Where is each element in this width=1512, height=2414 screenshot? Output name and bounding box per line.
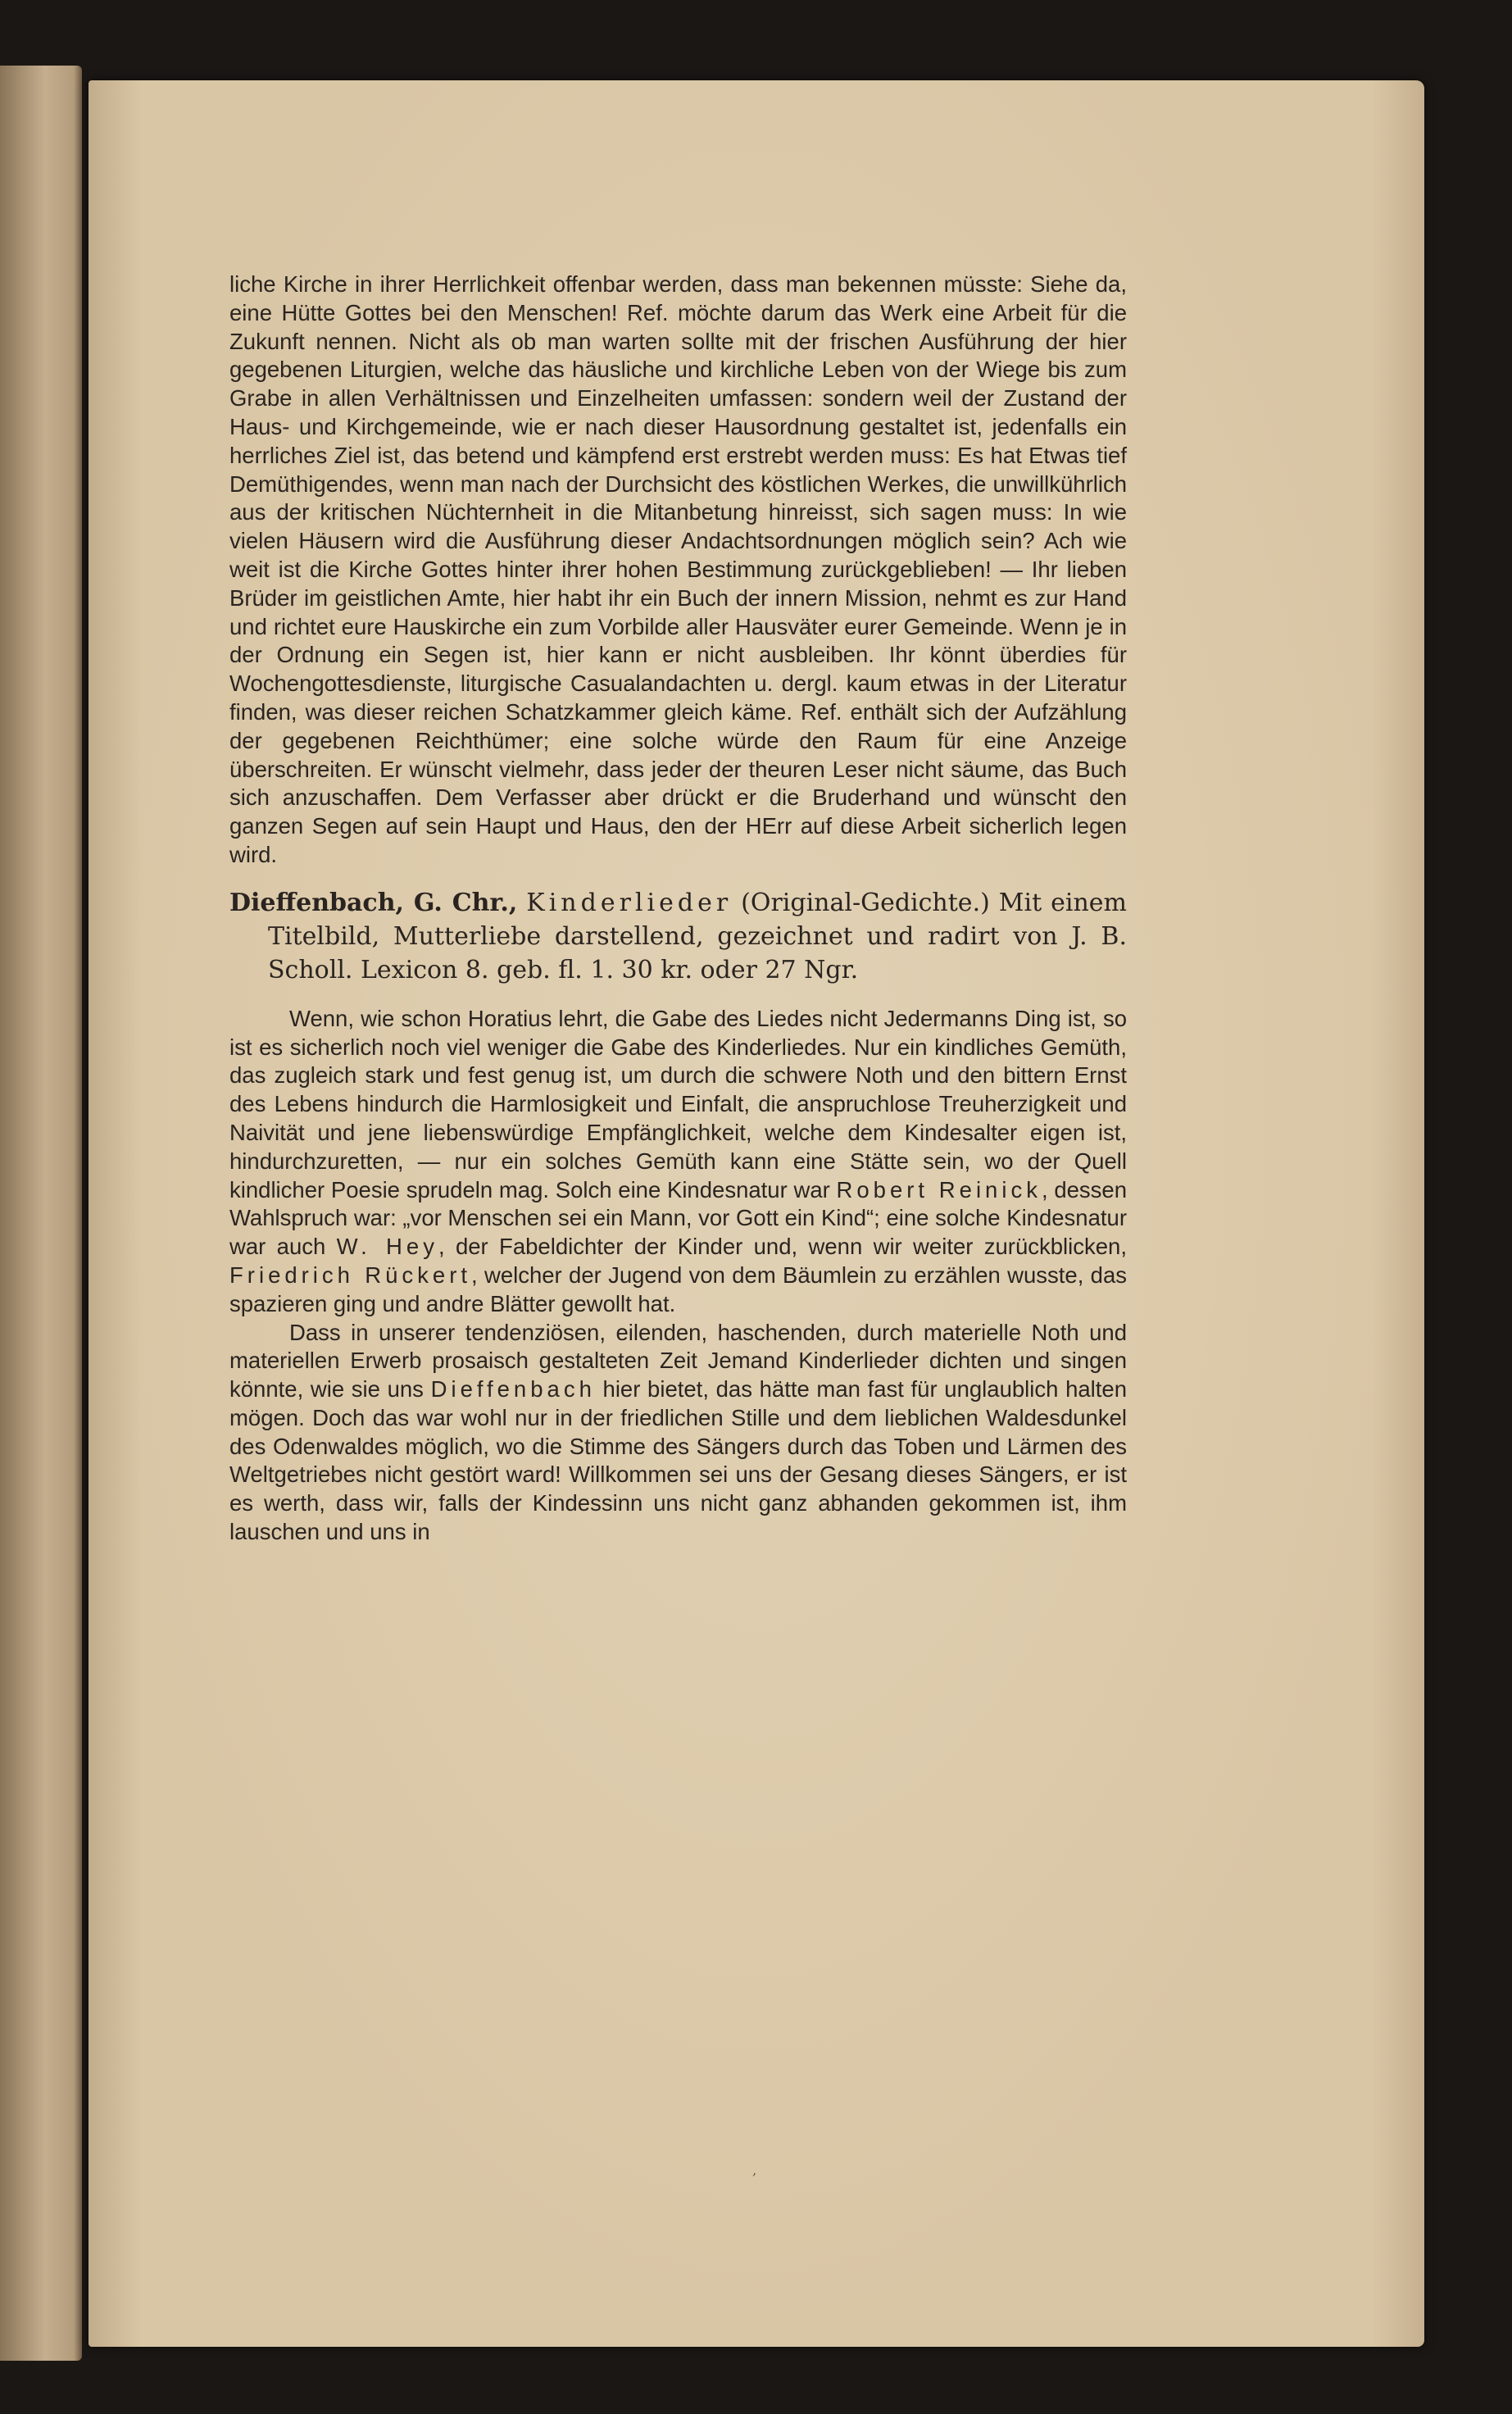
review-paragraph-2 (229, 1319, 1127, 1547)
name-robert-reinick: Robert Reinick (836, 1176, 1042, 1202)
name-friedrich-rueckert: Friedrich Rückert (229, 1262, 472, 1288)
entry-author: Dieffenbach, G. Chr., (229, 888, 518, 917)
review-1-text-c: , der Fabeldichter der Kinder und, wenn wir weiter zurückblicken, (438, 1234, 1127, 1260)
review-paragraph-1 (229, 1005, 1127, 1319)
continuation-paragraph: liche Kirche in ihrer Herrlichkeit offenbar werden, dass man bekennen müsste: Siehe da, eine Hütte Gottes bei den Menschen! Ref. möchte darum das Werk eine Arbeit für die Zukunft nennen. Nicht als ob man warten sollte mit der frischen Ausführung der hier gegebenen Liturgien, welche das häusliche und kirchliche Leben von der Wiege bis zum Grabe in allen Verhältnissen und Einzelheiten umfassen: sondern weil der Zustand der Haus- und Kirchgemeinde, wie er nach dieser Hausordnung gestaltet ist, jedenfalls ein herrliches Ziel ist, das betend und kämpfend erst erstrebt werden muss: Es hat Etwas tief Demüthigendes, wenn man nach der Durchsicht des köstlichen Werkes, die unwillkührlich aus der kritischen Nüchternheit in die Mitanbetung hinreisst, sich sagen muss: In wie vielen Häusern wird die Ausführung dieser Andachtsordnungen möglich sein? Ach wie weit ist die Kirche Gottes hinter ihrer hohen Bestimmung zurückgeblieben! — Ihr lieben Brüder im geistlichen Amte, hier habt ihr ein Buch der innern Mission, nehmt es zur Hand und richtet eure Hauskirche ein zum Vorbilde aller Hausväter eurer Gemeinde. Wenn je in der Ordnung ein Segen ist, hier kann er nicht ausbleiben. Ihr könnt überdies für Wochengottesdienste, liturgische Casualandachten u. dergl. kaum etwas in der Literatur finden, was dieser reichen Schatzkammer gleich käme. Ref. enthält sich der Aufzählung der gegebenen Reichthümer; eine solche würde den Raum für eine Anzeige überschreiten. Er wünscht vielmehr, dass jeder der theuren Leser nicht säume, das Buch sich anzuschaffen. Dem Verfasser aber drückt er die Bruderhand und wünscht den ganzen Segen auf sein Haupt und Haus, den der HErr auf diese Arbeit sicherlich legen wird. (229, 271, 1127, 867)
review-1-text-a: Wenn, wie schon Horatius lehrt, die Gabe des Liedes nicht Jedermanns Ding ist, so ist es sicherlich noch viel weniger die Gabe des Kinderliedes. Nur ein kindliches Gemüth, das zugleich stark und fest genug ist, um durch die schwere Noth und den bittern Ernst des Lebens hindurch die Harmlosigkeit und Einfalt, die anspruchlose Treuherzigkeit und Naivität und jene liebenswürdige Empfänglichkeit, welche dem Kindesalter eigen ist, hindurchzuretten, — nur ein solches Gemüth kann eine Stätte sein, wo der Quell kindlicher Poesie sprudeln mag. Solch eine Kindesnatur war (229, 1005, 1127, 1202)
bibliographic-entry (229, 886, 1127, 987)
review-2-text-a: Dass in unserer tendenziösen, eilenden, haschenden, durch materielle Noth und materiellen Erwerb prosaisch gestalteten Zeit Jemand Kinderlieder dichten und singen könnte, wie sie uns (229, 1319, 1127, 1402)
facing-page-edge (0, 66, 82, 2361)
review-2-text-b: hier bietet, das hätte man fast für unglaublich halten mögen. Doch das war wohl nur in der friedlichen Stille und dem lieblichen Waldesdunkel des Odenwaldes möglich, wo die Stimme des Sängers durch das Toben und Lärmen des Weltgetriebes nicht gestört ward! Willkommen sei uns der Gesang dieses Sängers, er ist es werth, dass wir, falls der Kindessinn uns nicht ganz abhanden gekommen ist, ihm lauschen und uns in (229, 1376, 1128, 1545)
entry-details: (Original-Gedichte.) Mit einem Titelbild, Mutterliebe darstellend, gezeichnet und radirt von J. B. Scholl. Lexicon 8. geb. fl. 1. 30 kr. oder 27 Ngr. (268, 888, 1127, 984)
review-1-text-b: , dessen Wahlspruch war: „vor Menschen sei ein Mann, vor Gott ein Kind“; eine solche Kindesnatur war auch (229, 1176, 1128, 1260)
page-mark: ‚ (752, 2162, 757, 2178)
entry-title: Kinderlieder (526, 888, 733, 917)
name-dieffenbach: Dieffenbach (430, 1376, 596, 1402)
page-text (229, 270, 1127, 1547)
name-w-hey: W. Hey (336, 1234, 438, 1260)
review-1-text-d: , welcher der Jugend von dem Bäumlein zu erzählen wusste, das spazieren ging und andre Blätter gewollt hat. (229, 1262, 1127, 1316)
